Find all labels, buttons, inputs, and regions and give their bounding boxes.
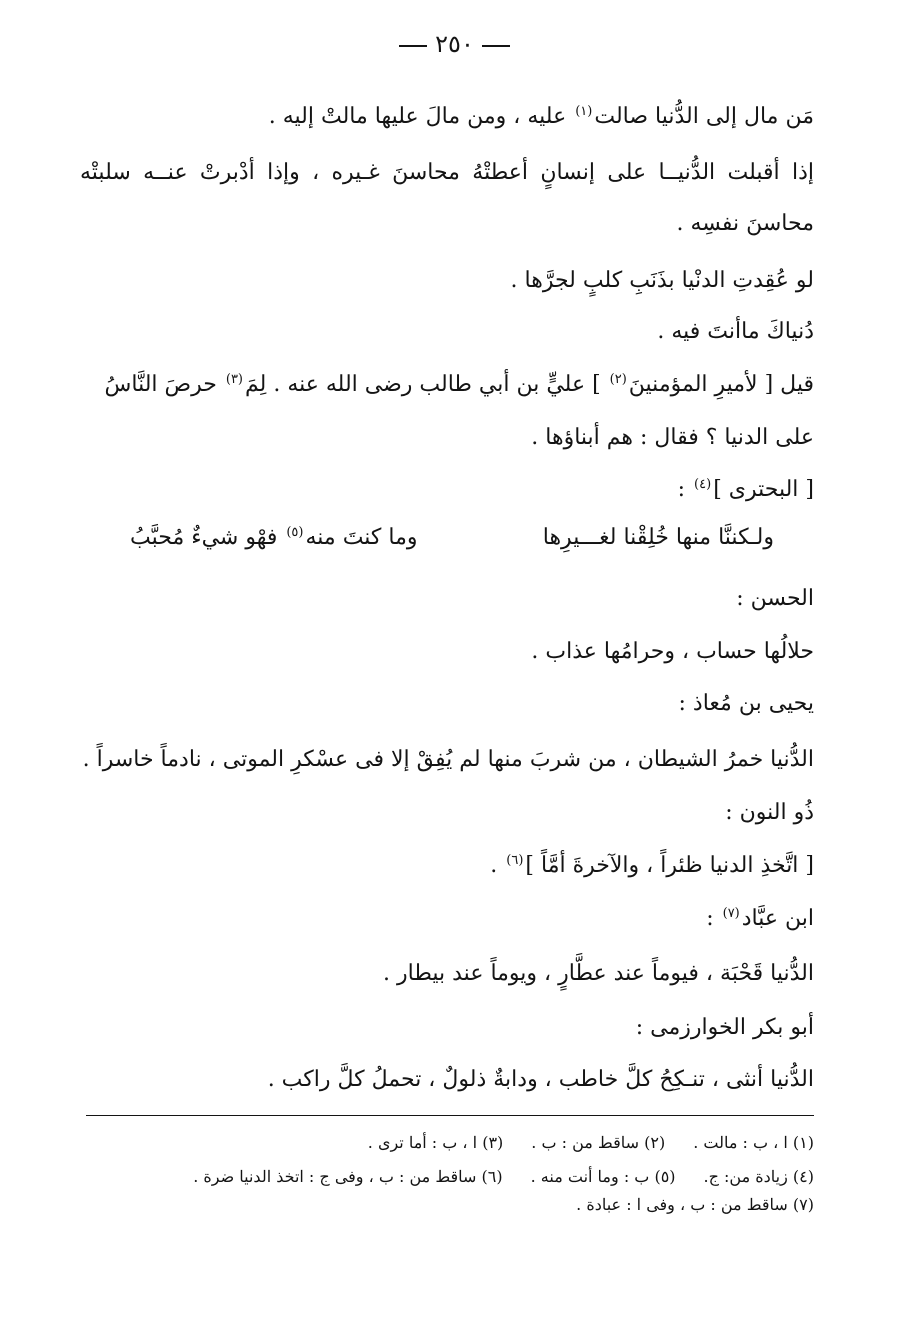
text-line-1: مَن مال إلى الدُّنيا صالت$^{(١)}$ عليه ، ومن مالَ عليها مالتْ إليه . [268, 103, 814, 129]
footnote-divider [86, 1115, 814, 1116]
text-line-10: حلالُها حساب ، وحرامُها عذاب . [531, 639, 814, 664]
hemistich-first: ولـكننَّا منها خُلِقْنا لغـــيرِها [542, 525, 774, 550]
footnote-ref-1: (١) [575, 103, 593, 119]
text-line-4: لو عُقِدتِ الدنْيا بذَنَبِ كلبٍ لجرَّها . [510, 268, 814, 293]
text-line-3: محاسنَ نفسِه . [676, 211, 814, 236]
footnote-ref-2: (٢) [609, 371, 627, 387]
text-line-9: الحسن : [736, 586, 814, 611]
text-line-11: يحيى بن مُعاذ : [678, 691, 814, 716]
poem-verse [130, 522, 774, 554]
text-line-7: على الدنيا ؟ فقال : هم أبناؤها . [531, 425, 814, 450]
text-line-12: الدُّنيا خمرُ الشيطان ، من شربَ منها لم يُفِقْ إلا فى عسْكرِ الموتى ، نادماً خاسراً . [82, 747, 814, 772]
footnote-ref-4: (٤) [694, 476, 712, 492]
text-line-14: [ اتَّخذِ الدنيا ظئراً ، والآخرةَ أمَّاً ]$^{(٦)}$ . [490, 852, 814, 878]
page-number-text: ٢٥٠ [435, 30, 474, 58]
text-line-8: [ البحترى ]$^{(٤)}$ : [677, 476, 814, 502]
footnote-line-1: (١) ا ، ب : مالت . (٢) ساقط من : ب . (٣) ا ، ب : أما ترى . [367, 1133, 814, 1152]
page-number [0, 30, 909, 58]
left-dash [399, 45, 427, 47]
footnote-line-3: (٧) ساقط من : ب ، وفى ا : عبادة . [576, 1195, 814, 1214]
footnote-ref-3: (٣) [225, 371, 243, 387]
footnote-ref-7: (٧) [722, 905, 740, 921]
hemistich-second: وما كنتَ منه$^{(٥)}$ فهْو شيءٌ مُحبَّبُ [130, 524, 418, 550]
text-line-15: ابن عبَّاد$^{(٧)}$ : [706, 905, 814, 931]
text-line-16: الدُّنيا قَحْبَة ، فيوماً عند عطَّارٍ ، ويوماً عند بيطار . [383, 961, 814, 986]
footnote-line-2: (٤) زيادة من: ج. (٥) ب : وما أنت منه . (٦) ساقط من : ب ، وفى ج : اتخذ الدنيا ضرة . [193, 1167, 814, 1186]
text-line-13: ذُو النون : [725, 800, 814, 825]
text-line-2: إذا أقبلت الدُّنيــا على إنسانٍ أعطتْهُ محاسنَ غـيره ، وإذا أدْبرتْ عنــه سلبتْه [80, 160, 814, 185]
footnote-ref-6: (٦) [506, 852, 524, 868]
text-line-17: أبو بكر الخوارزمى : [635, 1015, 814, 1040]
text-line-5: دُنياكَ ماأنتَ فيه . [657, 319, 814, 344]
right-dash [482, 45, 510, 47]
text-line-6: قيل [ لأميرِ المؤمنينَ$^{(٢)}$ ] عليٍّ بن أبي طالب رضى الله عنه . لِمَ$^{(٣)}$ حرصَ النَّاسُ [104, 371, 814, 397]
footnote-ref-5: (٥) [286, 524, 304, 540]
text-line-18: الدُّنيا أنثى ، تنـكِحُ كلَّ خاطب ، ودابةٌ ذلولٌ ، تحملُ كلَّ راكب . [267, 1067, 814, 1092]
